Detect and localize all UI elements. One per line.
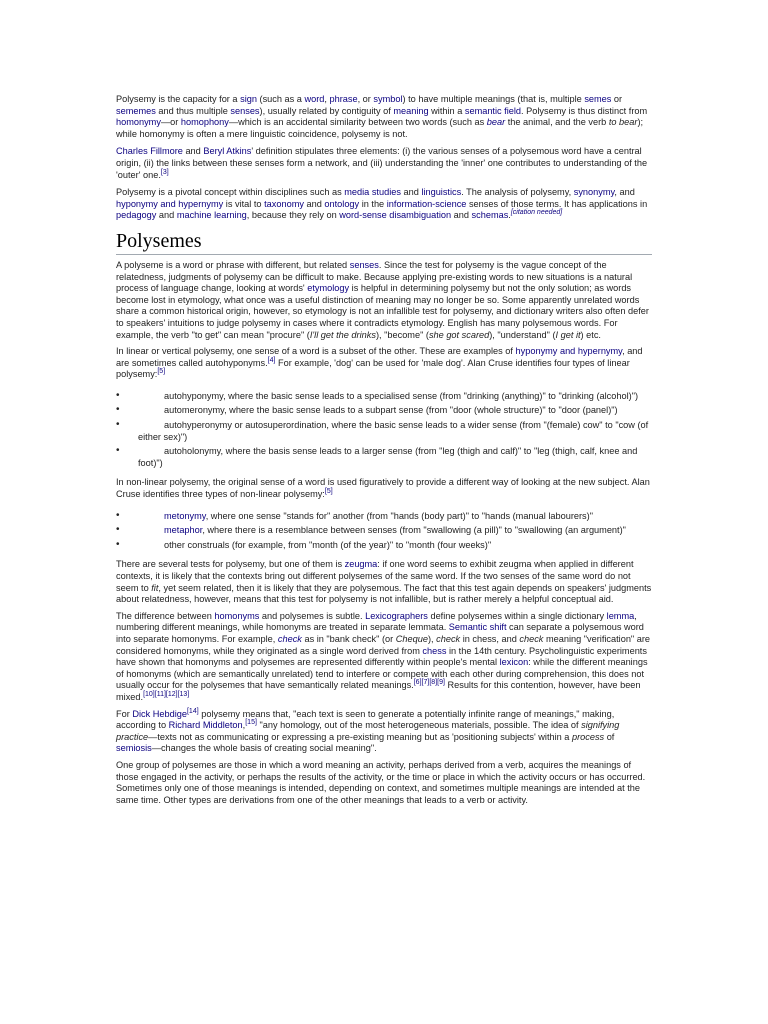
superscript (143, 691, 155, 698)
text-run: ), "understand" ( (489, 329, 556, 340)
wiki-link[interactable]: Charles Fillmore (116, 146, 183, 157)
wiki-link[interactable]: machine learning (176, 210, 247, 221)
text-run: can separate a polysemous word into separate homonyms. For example, (116, 622, 644, 644)
text-run: . Since the test for polysemy is the vague concept of the relatedness, judgments of polysemy can be difficult to make. Because applying pre-existing words to new situations is a natural process of language change, looking at words' (116, 259, 633, 294)
text-run: meaning "verification" are considered homonyms, while they originated as a single word derived from (116, 633, 651, 656)
text-run: within a (428, 105, 465, 116)
text-run: ) to have multiple meanings (that is, multiple (402, 94, 585, 104)
wiki-link[interactable]: phrase (329, 94, 358, 104)
text-run: Cheque (395, 633, 428, 644)
text-run: in chess, and (460, 633, 520, 644)
text-run: check (519, 633, 544, 644)
wiki-link[interactable]: Lexicographers (365, 610, 428, 621)
text-run: (such as a (256, 94, 305, 104)
wiki-link[interactable]: Richard Middleton (168, 720, 243, 731)
text-run: or (611, 94, 623, 104)
intro (116, 94, 652, 222)
text-run: and (156, 210, 177, 221)
paragraph (116, 709, 652, 755)
wiki-link[interactable]: lexicon (499, 657, 529, 668)
text-run: and (400, 187, 422, 198)
superscript (187, 707, 199, 714)
citation-link[interactable]: [15] (245, 719, 257, 727)
superscript (437, 679, 445, 686)
wiki-link[interactable]: etymology (307, 283, 350, 294)
text-run: For example, 'dog' can be used for 'male dog'. Alan Cruse identifies four types of linear polysemy: (116, 357, 630, 380)
citation-link[interactable]: [5] (324, 487, 333, 495)
wiki-link[interactable]: hyponymy and hypernymy (116, 198, 224, 209)
paragraph (116, 346, 652, 381)
paragraph (116, 611, 652, 704)
text-run: and (451, 210, 472, 221)
text-run: ) etc. (580, 329, 601, 340)
bullet-icon: • (116, 404, 120, 416)
text-run: as in "bank check" (or (301, 633, 396, 644)
wiki-link[interactable]: check (277, 633, 302, 644)
text-run: ), (427, 633, 437, 644)
bullet-icon: • (116, 524, 120, 536)
text-run: , where one sense "stands for" another (from "hands (body part)" to "hands (manual labourers)" (205, 510, 593, 521)
superscript (414, 679, 422, 686)
text-run: is helpful in determining polysemy but not the only solution; as words become lost in etymology, what once was a useful distinction of meaning may no longer be so. Some apparently unrelated words share a common historical origin, however, so etymology is not an infallible test for polysemy, and dictionary writers also often defer to speakers' intuitions to judge polysemy in cases where it contradicts etymology. English has many polysemous words. For example, the verb "to get" can mean "procure" ( (116, 283, 649, 340)
text-run: she got scared (428, 329, 490, 340)
text-run: , or (357, 94, 374, 104)
polysemes-paragraphs-a (116, 260, 652, 381)
wiki-link[interactable]: metonymy (164, 510, 206, 521)
wiki-link[interactable]: senses (349, 259, 379, 270)
text-run: autohyperonymy or autosuperordination, where the basic sense leads to a wider sense (from "(female) cow" to "cow (of either sex)") (138, 420, 649, 442)
text-run: ), usually related by contiguity of (259, 105, 394, 116)
text-run: the animal, and the verb (505, 117, 609, 128)
wiki-link[interactable]: pedagogy (116, 210, 157, 221)
citation-link[interactable]: [5] (157, 368, 166, 376)
polysemes-paragraphs-b (116, 477, 652, 500)
citation-link[interactable]: [4] (267, 356, 276, 364)
text-run: , (242, 720, 246, 731)
bullet-icon: • (116, 389, 120, 401)
text-run: . (508, 210, 511, 221)
paragraph (116, 760, 652, 806)
list-item (116, 525, 652, 537)
citation-link[interactable]: [citation needed] (510, 209, 563, 217)
text-run: For (116, 708, 133, 719)
wiki-link[interactable]: ontology (324, 198, 360, 209)
text-run: , where there is a resemblance between senses (from "swallowing (a pill)" to "swallowing (an argument)" (202, 525, 626, 536)
wiki-link[interactable]: lemma (606, 610, 635, 621)
wiki-link[interactable]: linguistics (421, 187, 462, 198)
wiki-link[interactable]: media studies (344, 187, 401, 198)
wiki-link[interactable]: hyponymy and hypernymy (515, 346, 623, 357)
citation-link[interactable]: [7] (421, 679, 430, 687)
text-run: . Polysemy is thus distinct from (521, 105, 648, 116)
text-run: and thus multiple (155, 105, 231, 116)
bullet-icon: • (116, 419, 120, 431)
wiki-link[interactable]: chess (422, 645, 447, 656)
text-run: One group of polysemes are those in which a word meaning an activity, perhaps derived from a verb, acquires the meanings of those engaged in the activity, or perhaps the results of the activity, or the time or place in which the activity occurs or has occurred. Sometimes only one of those meanings is intended, depending on context, and sometimes multiple meanings are intended at the same time. Other types are derivations from one of the other meanings that leads to a verb or activity. (116, 759, 646, 805)
list-item (116, 540, 652, 552)
text-run: , numbering different meanings, while homonyms are treated in separate lemmata. (116, 610, 637, 633)
text-run: In linear or vertical polysemy, one sense of a word is a subset of the other. These are examples of (116, 346, 516, 357)
wiki-link[interactable]: metaphor (164, 525, 203, 536)
list-item (116, 420, 652, 443)
text-run: other construals (for example, from "month (of the year)" to "month (four weeks)" (164, 539, 492, 550)
superscript (166, 691, 178, 698)
text-run: ), "become" ( (375, 329, 429, 340)
citation-link[interactable]: [14] (186, 707, 199, 715)
text-run: : while the different meanings of homonyms (which are semantically unrelated) tend to interfere or compete with each other during comprehension, this does not usually occur for the polysemes that have semantically related meanings. (116, 657, 648, 691)
text-run: A polyseme is a word or phrase with different, but related (116, 259, 350, 270)
text-run: process (571, 731, 605, 742)
text-run: polysemy means that, "each text is seen to generate a potentially infinite range of meanings," making, according to (116, 708, 615, 731)
wiki-link[interactable]: semantic field (464, 105, 522, 116)
paragraph (116, 559, 652, 605)
list-item (116, 405, 652, 417)
text-run: —or (160, 117, 181, 128)
text-run: Polysemy is a pivotal concept within disciplines such as (116, 187, 345, 198)
wiki-link[interactable]: information-science (386, 198, 467, 209)
citation-link[interactable]: [13] (177, 690, 190, 698)
text-run: in the 14th century. Psycholinguistic experiments have shown that homonyms and polysemes are represented differently within people's mental (116, 645, 647, 668)
bullet-icon: • (116, 445, 120, 457)
text-run: of (604, 731, 615, 742)
text-run: and polysemes is subtle. (259, 610, 366, 621)
text-run: "any homology, out of the most heterogeneous materials, possible. The idea of (256, 720, 582, 731)
citation-link[interactable]: [10] (143, 690, 155, 698)
text-run: automeronymy, where the basic sense leads to a subpart sense (from "door (whole structure)" to "door (panel)") (164, 405, 618, 416)
text-run: —changes the whole basis of creating social meaning". (151, 743, 377, 754)
text-run: define polysemes within a single dictionary (427, 610, 607, 621)
superscript (161, 169, 169, 176)
paragraph (116, 146, 652, 181)
wiki-link[interactable]: word (304, 94, 325, 104)
text-run: There are several tests for polysemy, but one of them is (116, 559, 345, 570)
text-run: Results for this contention, however, have been mixed. (116, 680, 641, 702)
text-run: , and are sometimes called autohyponyms. (116, 346, 643, 368)
citation-link[interactable]: [8] (429, 679, 438, 687)
text-run: ' definition stipulates three elements: (i) the various senses of a polysemous word have a central origin, (ii) the links between these senses form a network, and (iii) understanding the 'inner' one contributes to understanding of the 'outer' one. (116, 146, 648, 180)
wiki-link[interactable]: Semantic shift (448, 622, 507, 633)
text-run: fit (151, 582, 159, 593)
polysemes-paragraphs-c (116, 559, 652, 806)
wiki-link[interactable]: Dick Hebdige (132, 708, 187, 719)
superscript (429, 679, 437, 686)
text-run: Polysemy is the capacity for a (116, 94, 241, 104)
wiki-link[interactable]: zeugma (344, 559, 378, 570)
text-run: The difference between (116, 610, 215, 621)
text-run: , (324, 94, 330, 104)
text-run: , and (614, 187, 635, 198)
superscript (178, 691, 190, 698)
text-run: and (303, 198, 325, 209)
text-run: check (436, 633, 461, 644)
text-run: I get it (555, 329, 581, 340)
wiki-link[interactable]: meaning (393, 105, 429, 116)
article (116, 94, 652, 811)
text-run: is vital to (223, 198, 265, 209)
wiki-link[interactable]: sememes (116, 105, 156, 116)
wiki-link[interactable]: bear (486, 117, 506, 128)
citation-link[interactable]: [12] (165, 690, 178, 698)
list-item (116, 391, 652, 403)
text-run: —which is an accidental similarity between two words (such as (228, 117, 487, 128)
text-run: . The analysis of polysemy, (461, 187, 574, 198)
wiki-link[interactable]: semiosis (116, 743, 152, 754)
section-heading-polysemes: Polysemes (116, 230, 652, 255)
wiki-link[interactable]: homonyms (214, 610, 260, 621)
citation-link[interactable]: [6] (413, 679, 422, 687)
text-run: : if one word seems to exhibit zeugma when applied in different contexts, it is likely that the contexts bring out different polysemes of the same word. If the two senses of the same word do not seem to (116, 559, 634, 593)
wiki-link[interactable]: taxonomy (264, 198, 304, 209)
text-run: —texts not as communicating or expressing a pre-existing meaning but as 'positioning subjects' within a (148, 731, 572, 742)
wiki-link[interactable]: schemas (471, 210, 509, 221)
text-run: I'll get the drinks (309, 329, 376, 340)
superscript (245, 719, 257, 726)
wiki-link[interactable]: Beryl Atkins (203, 146, 252, 157)
citation-link[interactable]: [9] (437, 679, 445, 687)
wiki-link[interactable]: homophony (180, 117, 229, 128)
linear-polysemy-list (116, 391, 652, 470)
list-item (116, 446, 652, 469)
superscript (325, 488, 333, 495)
wiki-link[interactable]: senses (230, 105, 260, 116)
nonlinear-polysemy-list (116, 511, 652, 552)
paragraph (116, 94, 652, 140)
wiki-link[interactable]: sign (240, 94, 257, 104)
text-run: In non-linear polysemy, the original sense of a word is used figuratively to provide a different way of looking at the new subject. Alan Cruse identifies three types of non-linear polysemy: (116, 477, 650, 500)
text-run: in the (359, 198, 387, 209)
wiki-link[interactable]: symbol (373, 94, 403, 104)
wiki-link[interactable]: homonymy (116, 117, 161, 128)
wiki-link[interactable]: synonymy (573, 187, 615, 198)
bullet-icon: • (116, 538, 120, 550)
superscript (157, 368, 165, 375)
text-run: and (182, 146, 204, 157)
text-run: autohyponymy, where the basic sense leads to a specialised sense (from "drinking (anything)" to "drinking (alcohol)") (164, 390, 639, 401)
superscript (511, 209, 562, 216)
text-run: signifying practice (116, 720, 620, 742)
text-run: , because they rely on (246, 210, 340, 221)
wiki-link[interactable]: semes (584, 94, 612, 104)
text-run: , yet seem related, then it is likely that they are polysemous. The fact that this test again depends on speakers' judgments about relatedness, however, means that this test for polysemy is not infallible, but is rather merely a helpful conceptual aid. (116, 582, 652, 605)
text-run: senses of those terms. It has applications in (466, 198, 648, 209)
wiki-link[interactable]: word-sense disambiguation (339, 210, 452, 221)
paragraph (116, 187, 652, 222)
list-item (116, 511, 652, 523)
text-run: ); while homonymy is often a mere linguistic coincidence, polysemy is not. (116, 117, 644, 139)
paragraph (116, 260, 652, 341)
bullet-icon: • (116, 509, 120, 521)
superscript (155, 691, 166, 698)
text-run: autoholonymy, where the basis sense leads to a larger sense (from "leg (thigh and calf)" to "leg (thigh, calf, knee and foot)") (138, 446, 638, 468)
text-run: to bear (608, 117, 638, 128)
citation-link[interactable]: [11] (154, 690, 166, 698)
paragraph (116, 477, 652, 500)
citation-link[interactable]: [3] (160, 168, 169, 176)
